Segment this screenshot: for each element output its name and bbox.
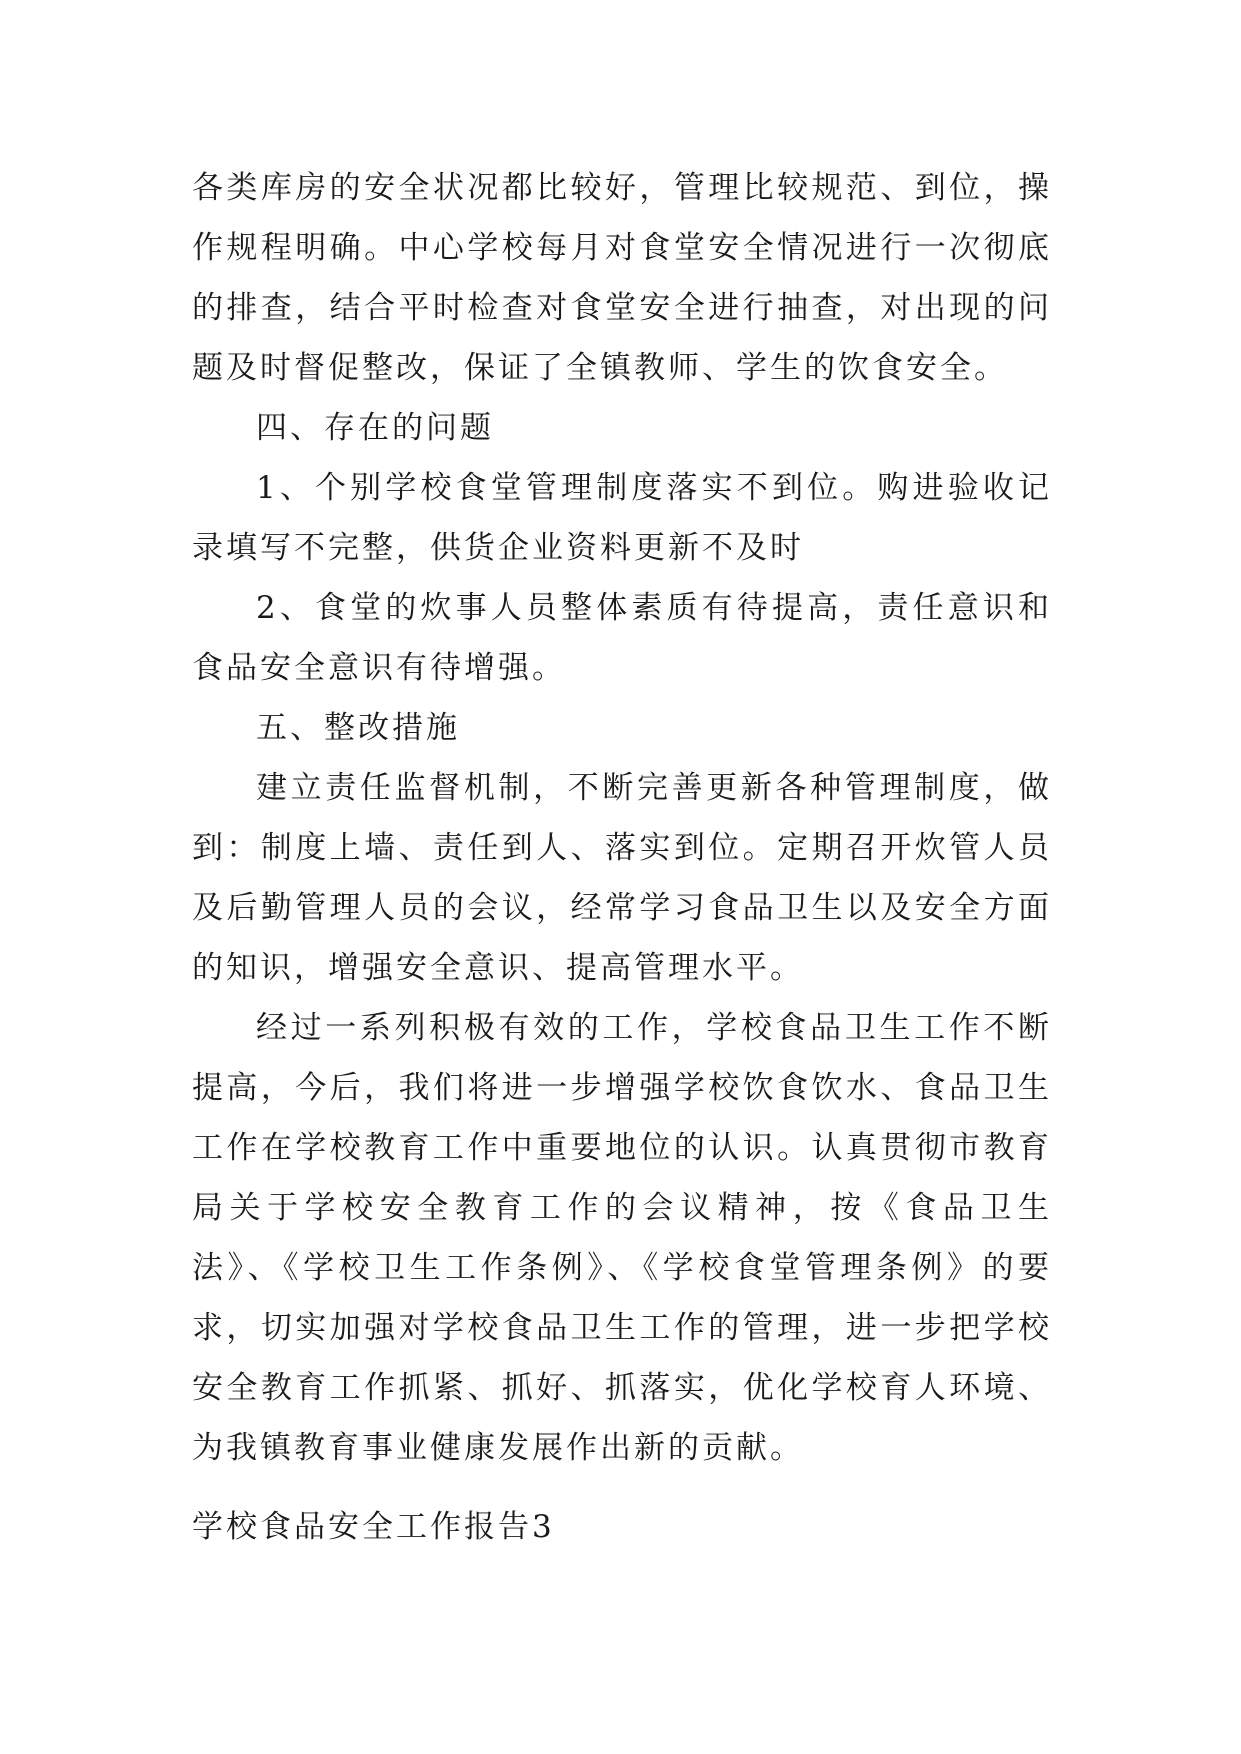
- paragraph: 建立责任监督机制，不断完善更新各种管理制度，做到：制度上墙、责任到人、落实到位。定期召开炊管人员及后勤管理人员的会议，经常学习食品卫生以及安全方面的知识，增强安全意识、提高管理水平。: [192, 770, 1052, 986]
- paragraph: 各类库房的安全状况都比较好，管理比较规范、到位，操作规程明确。中心学校每月对食堂安全情况进行一次彻底的排查，结合平时检查对食堂安全进行抽查，对出现的问题及时督促整改，保证了全镇教师、学生的饮食安全。: [192, 170, 1052, 386]
- paragraph: 1、个别学校食堂管理制度落实不到位。购进验收记录填写不完整，供货企业资料更新不及时: [192, 470, 1052, 566]
- section-heading: 五、整改措施: [256, 710, 460, 746]
- next-report-title: 学校食品安全工作报告3: [192, 1509, 555, 1545]
- paragraph: 经过一系列积极有效的工作，学校食品卫生工作不断提高，今后，我们将进一步增强学校饮食饮水、食品卫生工作在学校教育工作中重要地位的认识。认真贯彻市教育局关于学校安全教育工作的会议精神，按《食品卫生法》、《学校卫生工作条例》、《学校食堂管理条例》的要求，切实加强对学校食品卫生工作的管理，进一步把学校安全教育工作抓紧、抓好、抓落实，优化学校育人环境、为我镇教育事业健康发展作出新的贡献。: [192, 1010, 1052, 1466]
- paragraph: 2、食堂的炊事人员整体素质有待提高，责任意识和食品安全意识有待增强。: [192, 590, 1052, 686]
- document-body: [192, 158, 1052, 1478]
- section-heading: 四、存在的问题: [256, 410, 494, 446]
